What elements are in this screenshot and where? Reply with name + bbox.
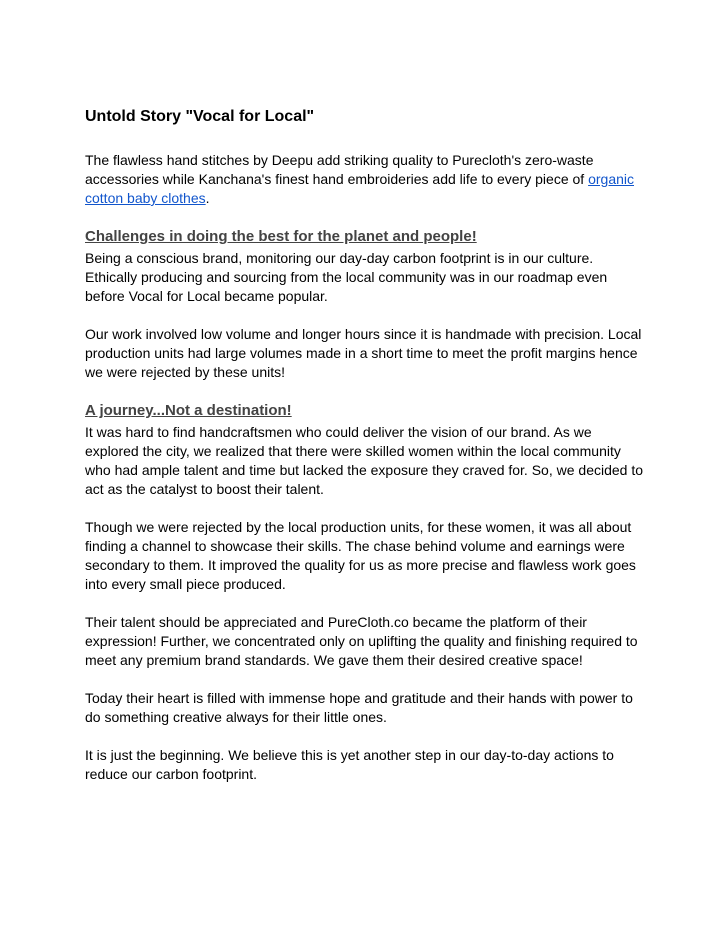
section1-paragraph-2: Our work involved low volume and longer hours since it is handmade with precision. Local production units had large volumes made in a short time to meet the profit margins hence we were rejected by these units! [85, 326, 642, 380]
intro-paragraph [85, 151, 645, 208]
section2-paragraph-1: It was hard to find handcraftsmen who could deliver the vision of our brand. As we explored the city, we realized that there were skilled women within the local community who had ample talent and time but lacked the exposure they craved for. So, we decided to act as the catalyst to boost their talent. [85, 424, 644, 497]
section1-paragraph-1: Being a conscious brand, monitoring our day-day carbon footprint is in our culture. Ethically producing and sourcing from the local community was in our roadmap even before Vocal for Local became popular. [85, 250, 608, 304]
section2-paragraph-5: It is just the beginning. We believe this is yet another step in our day-to-day actions to reduce our carbon footprint. [85, 747, 614, 782]
section-heading-challenges: Challenges in doing the best for the planet and people! [85, 228, 477, 245]
intro-text: The flawless hand stitches by Deepu add striking quality to Purecloth's zero-waste accessories while Kanchana's finest hand embroideries add life to every piece of [85, 152, 594, 187]
organic-cotton-baby-clothes-link[interactable]: organic cotton baby clothes [85, 171, 634, 206]
document-page [85, 107, 645, 784]
document-title: Untold Story "Vocal for Local" [85, 108, 315, 125]
section2-paragraph-2: Though we were rejected by the local production units, for these women, it was all about finding a channel to showcase their skills. The chase behind volume and earnings were secondary to them. It improved the quality for us as more precise and flawless work goes into every small piece produced. [85, 519, 636, 592]
section-heading-journey: A journey...Not a destination! [85, 402, 292, 419]
section2-paragraph-4: Today their heart is filled with immense hope and gratitude and their hands with power to do something creative always for their little ones. [85, 690, 633, 725]
intro-suffix: . [205, 190, 210, 206]
section2-paragraph-3: Their talent should be appreciated and PureCloth.co became the platform of their expression! Further, we concentrated only on uplifting the quality and finishing required to meet any premium brand standards. We gave them their desired creative space! [85, 614, 638, 668]
